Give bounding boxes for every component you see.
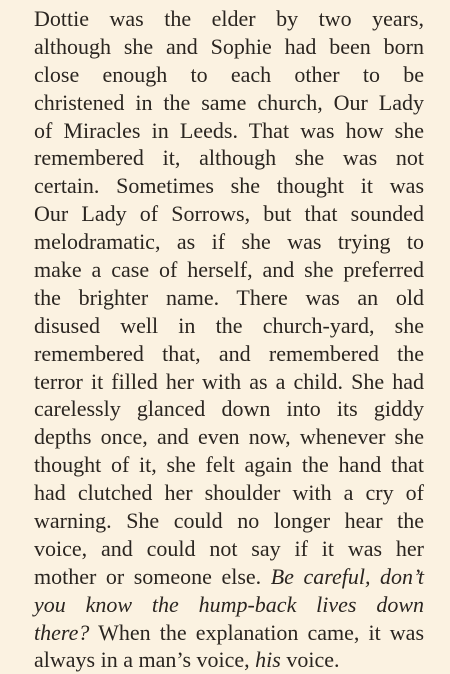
text-line [34,646,424,674]
text-segment: voice. [280,647,340,673]
text-segment: make a case of herself, and she preferred [34,257,424,283]
text-line [34,228,424,256]
text-line [34,340,424,368]
text-segment: remembered it, although she was not [34,145,424,171]
text-line [34,89,424,117]
text-line [34,619,424,647]
text-line [34,451,424,479]
text-segment: christened in the same church, Our Lady [34,89,424,115]
text-line [34,563,424,591]
text-segment: certain. Sometimes she thought it was [34,173,424,199]
text-segment: voice, and could not say if it was her [34,535,424,561]
italic-text-segment: his [255,647,281,673]
text-segment: When the explanation came, it was [89,619,424,645]
text-segment: warning. She could no longer hear the [34,508,424,534]
text-segment: close enough to each other to be [34,61,424,87]
text-line [34,423,424,451]
text-line [34,256,424,284]
text-line [34,117,424,145]
text-segment: Our Lady of Sorrows, but that sounded [34,201,424,227]
text-line [34,33,424,61]
text-segment: depths once, and even now, whenever she [34,424,424,450]
text-line [34,591,424,619]
text-line [34,535,424,563]
text-segment: melodramatic, as if she was trying to [34,229,424,255]
text-segment: the brighter name. There was an old [34,284,424,310]
body-paragraph [34,5,424,674]
text-line [34,368,424,396]
text-segment: thought of it, she felt again the hand that [34,452,424,478]
text-line [34,507,424,535]
text-segment: always in a man’s voice, [34,647,256,673]
text-line [34,284,424,312]
text-line [34,312,424,340]
text-line [34,61,424,89]
text-segment: of Miracles in Leeds. That was how she [34,117,424,143]
text-line [34,5,424,33]
text-segment: Dottie was the elder by two years, [34,6,424,31]
text-segment: although she and Sophie had been born [34,33,424,59]
text-segment: had clutched her shoulder with a cry of [34,480,424,506]
text-line [34,200,424,228]
text-segment: mother or someone else. [34,563,271,589]
italic-text-segment: you know the hump-back lives down [34,591,424,617]
text-segment: remembered that, and remembered the [34,340,424,366]
italic-text-segment: Be careful, don’t [270,563,424,589]
text-line [34,144,424,172]
text-line [34,479,424,507]
text-line [34,172,424,200]
text-line [34,395,424,423]
text-segment: carelessly glanced down into its giddy [34,396,424,422]
italic-text-segment: there? [34,619,90,645]
text-segment: terror it filled her with as a child. She had [34,368,424,394]
text-segment: disused well in the church-yard, she [34,312,424,338]
